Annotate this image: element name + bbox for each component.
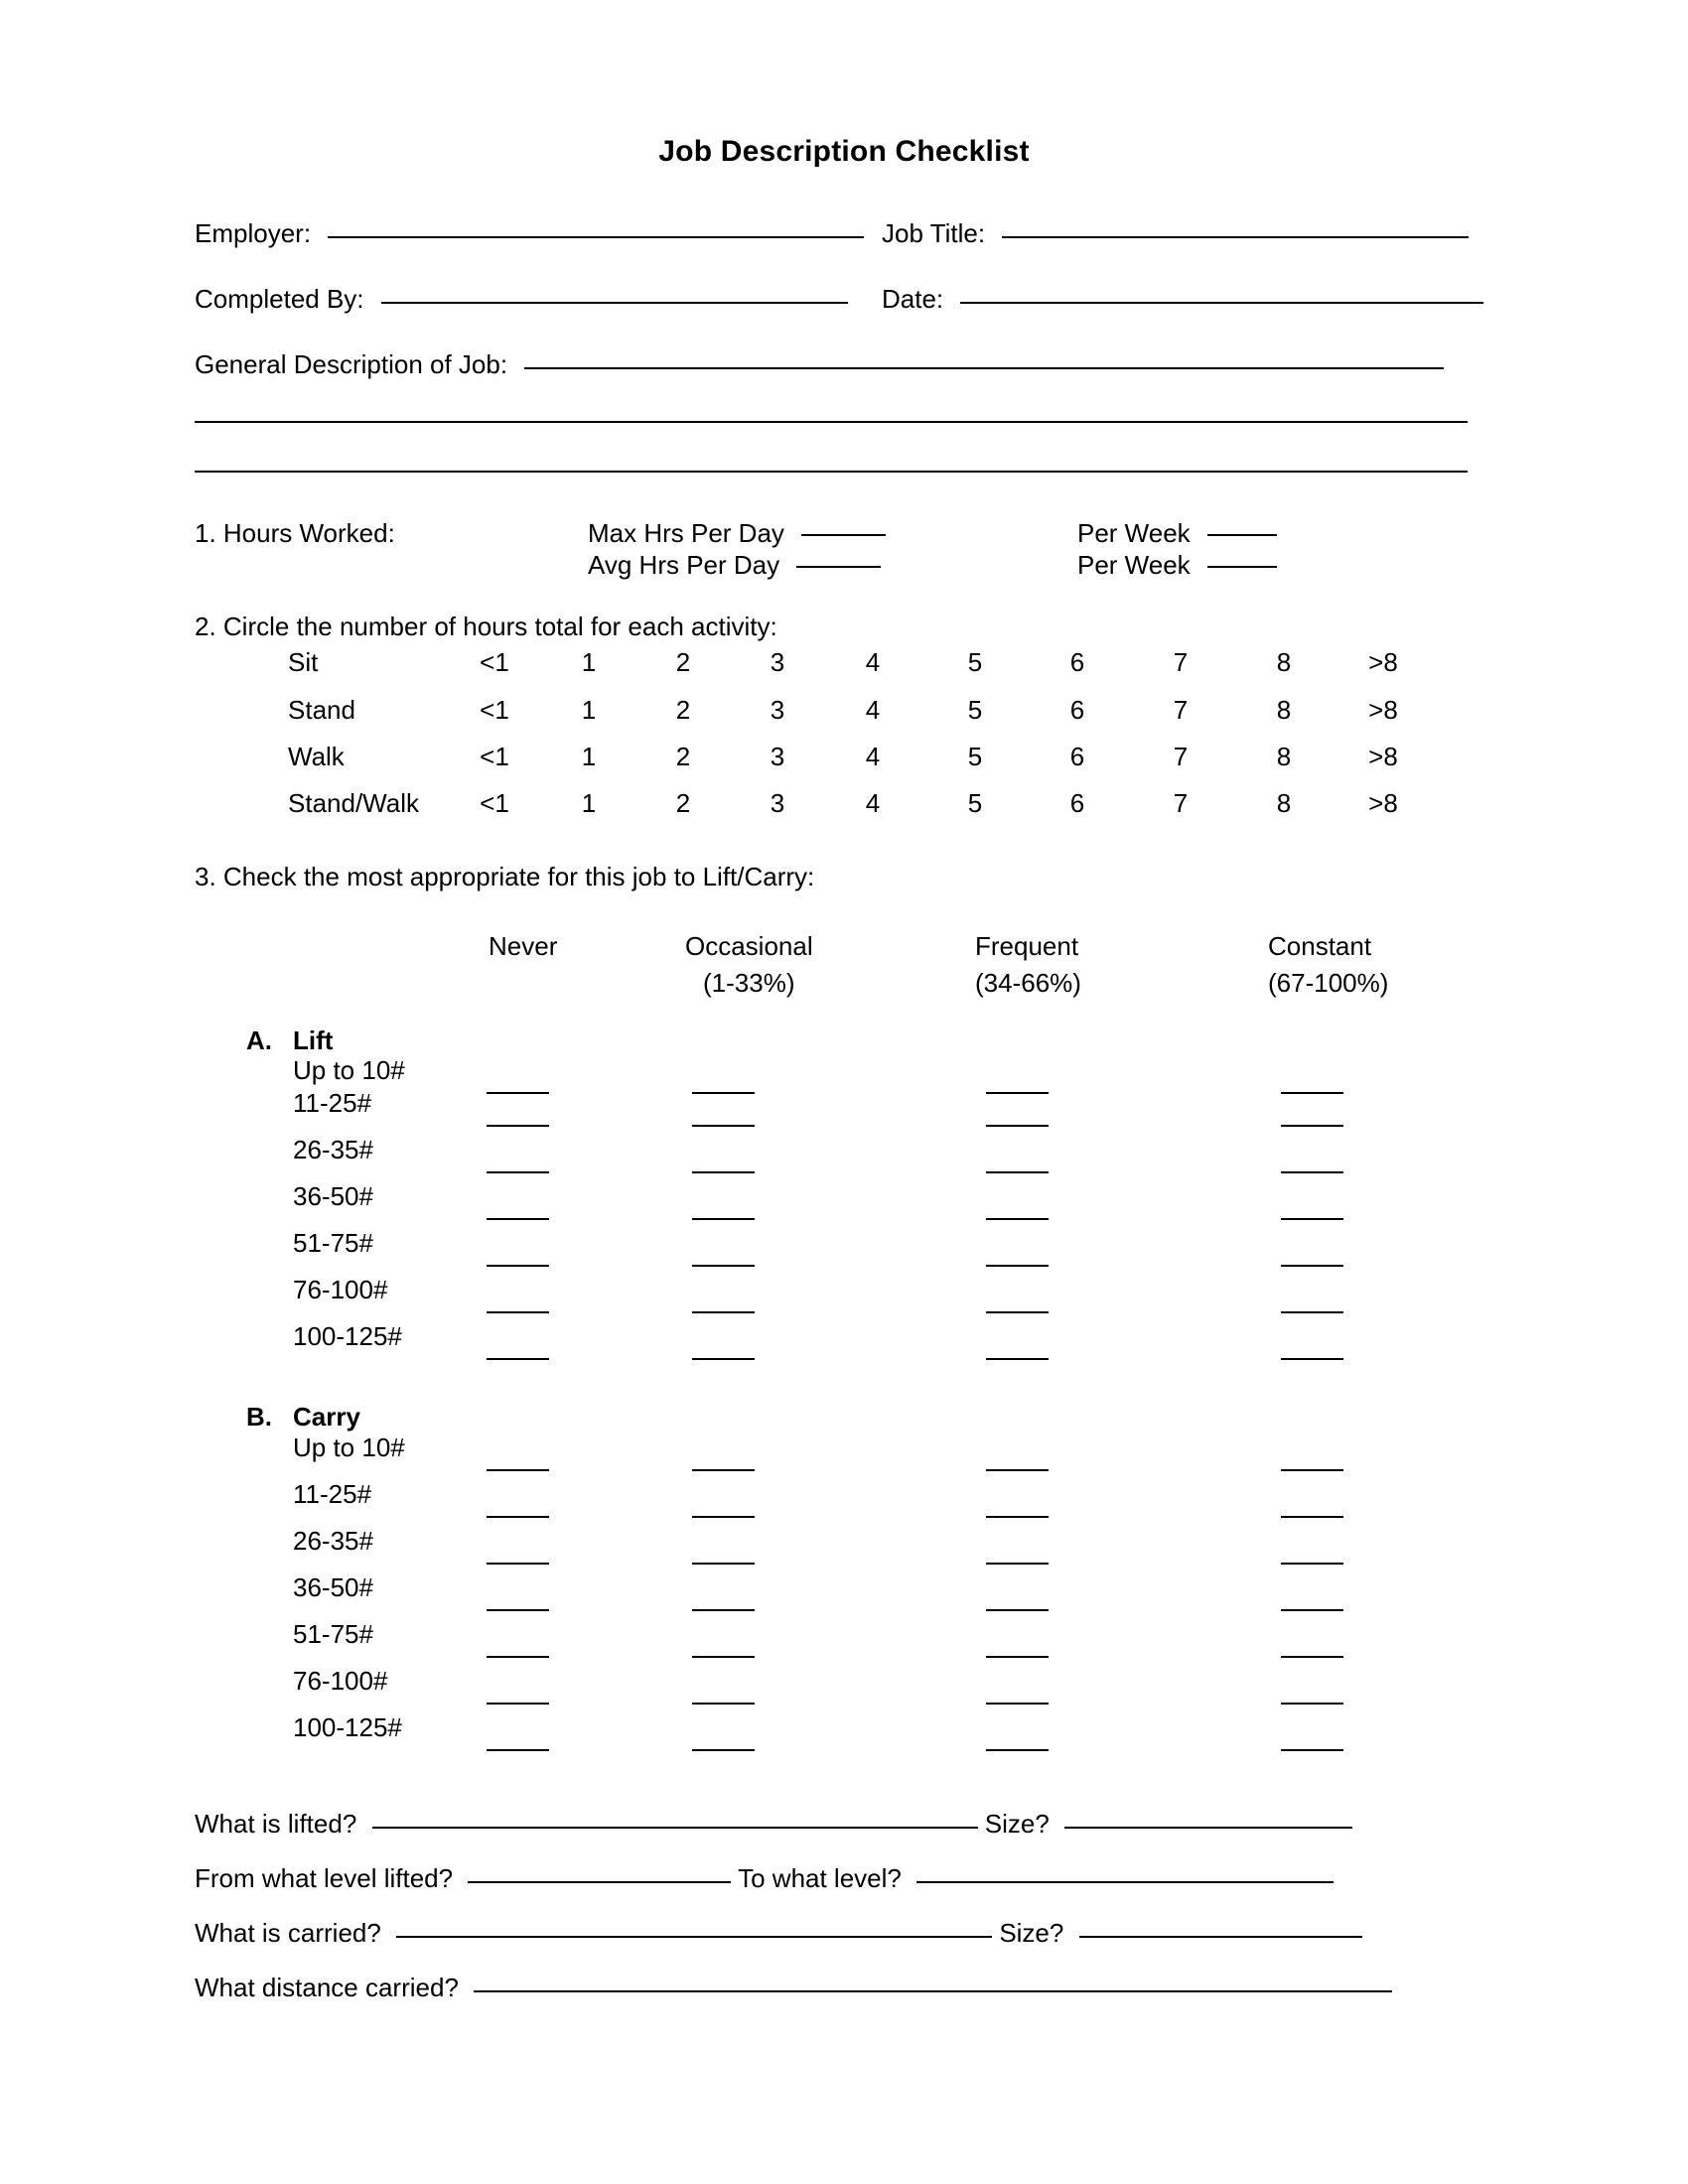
carry-26-35-frequent-blank[interactable] (986, 1563, 1049, 1565)
column-header-occasional-range: (1-33%) (703, 968, 795, 998)
carry-weight-label-100-125: 100-125# (293, 1712, 402, 1742)
activity-stand-option-5[interactable]: 5 (967, 695, 983, 725)
carry-26-35-never-blank[interactable] (487, 1563, 549, 1565)
activity-stand-walk-option-gt8[interactable]: >8 (1368, 788, 1398, 818)
carry-11-25-never-blank[interactable] (487, 1516, 549, 1518)
activity-stand-walk-option-lt1[interactable]: <1 (480, 788, 509, 818)
activity-stand-walk-option-6[interactable]: 6 (1069, 788, 1085, 818)
carry-up-to-10-frequent-blank[interactable] (986, 1469, 1049, 1471)
general-description-field-row (195, 351, 1444, 377)
activity-stand-option-gt8[interactable]: >8 (1368, 695, 1398, 725)
lift-26-35-constant-blank[interactable] (1281, 1171, 1343, 1173)
section2-heading: 2. Circle the number of hours total for each activity: (195, 612, 777, 641)
activity-stand-walk-option-4[interactable]: 4 (865, 788, 881, 818)
lift-76-100-constant-blank[interactable] (1281, 1311, 1343, 1313)
what-is-carried-size-blank[interactable] (1079, 1936, 1362, 1938)
lift-36-50-never-blank[interactable] (487, 1218, 549, 1220)
lift-51-75-occasional-blank[interactable] (692, 1265, 755, 1267)
activity-walk-option-5[interactable]: 5 (967, 742, 983, 771)
activity-walk-option-7[interactable]: 7 (1173, 742, 1189, 771)
activity-stand-walk-option-8[interactable]: 8 (1276, 788, 1292, 818)
what-is-carried-size-label: Size? (999, 1918, 1064, 1948)
activity-sit-option-7[interactable]: 7 (1173, 647, 1189, 677)
employer-label: Employer: (195, 218, 312, 248)
avg-hrs-per-week-blank[interactable] (1207, 566, 1277, 568)
max-hrs-per-week-label: Per Week (1077, 518, 1191, 548)
employer-field-row (195, 220, 864, 246)
to-what-level-blank[interactable] (916, 1881, 1334, 1883)
activity-label-stand: Stand (288, 695, 355, 725)
carry-weight-label-11-25: 11-25# (293, 1479, 372, 1509)
activity-stand-walk-option-3[interactable]: 3 (770, 788, 785, 818)
lift-100-125-never-blank[interactable] (487, 1358, 549, 1360)
completed-by-input-blank[interactable] (381, 302, 848, 304)
carry-11-25-constant-blank[interactable] (1281, 1516, 1343, 1518)
question-what-distance-carried-label: What distance carried? (195, 1973, 459, 2002)
lift-weight-label-11-25: 11-25# (293, 1088, 372, 1118)
lift-up-to-10-occasional-blank[interactable] (692, 1092, 755, 1094)
lift-weight-label-100-125: 100-125# (293, 1321, 402, 1351)
activity-stand-option-8[interactable]: 8 (1276, 695, 1292, 725)
carry-11-25-occasional-blank[interactable] (692, 1516, 755, 1518)
activity-sit-option-2[interactable]: 2 (675, 647, 691, 677)
activity-walk-option-4[interactable]: 4 (865, 742, 881, 771)
activity-label-stand-walk: Stand/Walk (288, 788, 419, 818)
activity-walk-option-3[interactable]: 3 (770, 742, 785, 771)
lift-76-100-never-blank[interactable] (487, 1311, 549, 1313)
carry-up-to-10-constant-blank[interactable] (1281, 1469, 1343, 1471)
carry-76-100-constant-blank[interactable] (1281, 1703, 1343, 1705)
carry-weight-label-36-50: 36-50# (293, 1572, 373, 1602)
group-b-letter: B. (246, 1402, 272, 1432)
lift-51-75-constant-blank[interactable] (1281, 1265, 1343, 1267)
avg-hrs-per-day-label: Avg Hrs Per Day (588, 550, 780, 580)
carry-100-125-frequent-blank[interactable] (986, 1749, 1049, 1751)
carry-51-75-occasional-blank[interactable] (692, 1656, 755, 1658)
activity-sit-option-1[interactable]: 1 (581, 647, 597, 677)
lift-11-25-frequent-blank[interactable] (986, 1125, 1049, 1127)
lift-36-50-occasional-blank[interactable] (692, 1218, 755, 1220)
date-field-row (882, 286, 1483, 312)
max-hrs-per-day-row (588, 520, 886, 546)
carry-up-to-10-occasional-blank[interactable] (692, 1469, 755, 1471)
activity-sit-option-8[interactable]: 8 (1276, 647, 1292, 677)
lift-76-100-frequent-blank[interactable] (986, 1311, 1049, 1313)
job-title-input-blank[interactable] (1002, 236, 1469, 238)
activity-walk-option-1[interactable]: 1 (581, 742, 597, 771)
carry-76-100-never-blank[interactable] (487, 1703, 549, 1705)
lift-weight-label-26-35: 26-35# (293, 1135, 373, 1164)
avg-hrs-per-week-row (1077, 552, 1277, 578)
max-hrs-per-week-blank[interactable] (1207, 534, 1277, 536)
carry-76-100-occasional-blank[interactable] (692, 1703, 755, 1705)
what-distance-carried-blank[interactable] (474, 1990, 1392, 1992)
question-what-is-carried-row (195, 1918, 1362, 1949)
job-title-label: Job Title: (882, 218, 986, 248)
column-header-constant-range: (67-100%) (1268, 968, 1389, 998)
max-hrs-per-day-blank[interactable] (801, 534, 886, 536)
activity-stand-option-3[interactable]: 3 (770, 695, 785, 725)
carry-weight-label-26-35: 26-35# (293, 1526, 373, 1556)
activity-walk-option-2[interactable]: 2 (675, 742, 691, 771)
completed-by-field-row (195, 286, 848, 312)
carry-76-100-frequent-blank[interactable] (986, 1703, 1049, 1705)
activity-stand-option-6[interactable]: 6 (1069, 695, 1085, 725)
lift-11-25-occasional-blank[interactable] (692, 1125, 755, 1127)
activity-stand-walk-option-1[interactable]: 1 (581, 788, 597, 818)
activity-walk-option-gt8[interactable]: >8 (1368, 742, 1398, 771)
carry-weight-label-51-75: 51-75# (293, 1619, 373, 1649)
activity-stand-option-lt1[interactable]: <1 (480, 695, 509, 725)
section1-heading: 1. Hours Worked: (195, 518, 395, 548)
activity-sit-option-4[interactable]: 4 (865, 647, 881, 677)
activity-walk-option-lt1[interactable]: <1 (480, 742, 509, 771)
max-hrs-per-day-label: Max Hrs Per Day (588, 518, 784, 548)
lift-36-50-constant-blank[interactable] (1281, 1218, 1343, 1220)
general-description-line-2[interactable] (195, 421, 1468, 423)
general-description-input-blank[interactable] (524, 367, 1444, 369)
question-what-is-carried-label: What is carried? (195, 1918, 381, 1948)
date-label: Date: (882, 284, 944, 314)
carry-weight-label-76-100: 76-100# (293, 1666, 388, 1696)
lift-76-100-occasional-blank[interactable] (692, 1311, 755, 1313)
activity-sit-option-3[interactable]: 3 (770, 647, 785, 677)
column-header-constant: Constant (1268, 931, 1372, 961)
lift-51-75-never-blank[interactable] (487, 1265, 549, 1267)
avg-hrs-per-day-row (588, 552, 881, 578)
activity-stand-walk-option-2[interactable]: 2 (675, 788, 691, 818)
carry-weight-label-up-to-10: Up to 10# (293, 1433, 405, 1462)
lift-11-25-never-blank[interactable] (487, 1125, 549, 1127)
group-a-name: Lift (293, 1025, 334, 1055)
lift-100-125-frequent-blank[interactable] (986, 1358, 1049, 1360)
activity-stand-option-4[interactable]: 4 (865, 695, 881, 725)
lift-up-to-10-never-blank[interactable] (487, 1092, 549, 1094)
lift-11-25-constant-blank[interactable] (1281, 1125, 1343, 1127)
question-from-what-level-lifted-row (195, 1863, 1334, 1894)
what-is-lifted-size-blank[interactable] (1064, 1827, 1352, 1829)
lift-weight-label-76-100: 76-100# (293, 1275, 388, 1304)
lift-up-to-10-constant-blank[interactable] (1281, 1092, 1343, 1094)
activity-stand-option-1[interactable]: 1 (581, 695, 597, 725)
job-title-field-row (882, 220, 1469, 246)
carry-51-75-constant-blank[interactable] (1281, 1656, 1343, 1658)
date-input-blank[interactable] (960, 302, 1483, 304)
employer-input-blank[interactable] (328, 236, 864, 238)
activity-sit-option-lt1[interactable]: <1 (480, 647, 509, 677)
question-what-is-lifted-row (195, 1809, 1352, 1840)
activity-sit-option-5[interactable]: 5 (967, 647, 983, 677)
general-description-line-3[interactable] (195, 471, 1468, 473)
to-what-level-label: To what level? (738, 1863, 902, 1893)
carry-36-50-constant-blank[interactable] (1281, 1609, 1343, 1611)
what-is-carried-blank[interactable] (396, 1936, 992, 1938)
carry-100-125-never-blank[interactable] (487, 1749, 549, 1751)
lift-26-35-frequent-blank[interactable] (986, 1171, 1049, 1173)
carry-26-35-constant-blank[interactable] (1281, 1563, 1343, 1565)
lift-100-125-occasional-blank[interactable] (692, 1358, 755, 1360)
activity-label-walk: Walk (288, 742, 345, 771)
lift-weight-label-51-75: 51-75# (293, 1228, 373, 1258)
activity-stand-option-7[interactable]: 7 (1173, 695, 1189, 725)
carry-100-125-constant-blank[interactable] (1281, 1749, 1343, 1751)
general-description-label: General Description of Job: (195, 349, 508, 379)
question-from-what-level-lifted-label: From what level lifted? (195, 1863, 454, 1893)
question-what-distance-carried-row (195, 1973, 1392, 2003)
lift-51-75-frequent-blank[interactable] (986, 1265, 1049, 1267)
completed-by-label: Completed By: (195, 284, 364, 314)
what-is-lifted-blank[interactable] (372, 1827, 978, 1829)
lift-36-50-frequent-blank[interactable] (986, 1218, 1049, 1220)
column-header-never: Never (489, 931, 558, 961)
page-title: Job Description Checklist (658, 135, 1030, 168)
group-b-name: Carry (293, 1402, 360, 1432)
carry-36-50-occasional-blank[interactable] (692, 1609, 755, 1611)
lift-weight-label-36-50: 36-50# (293, 1181, 373, 1211)
avg-hrs-per-day-blank[interactable] (796, 566, 881, 568)
avg-hrs-per-week-label: Per Week (1077, 550, 1191, 580)
group-a-letter: A. (246, 1025, 272, 1055)
question-what-is-lifted-label: What is lifted? (195, 1809, 357, 1839)
lift-weight-label-up-to-10: Up to 10# (293, 1055, 405, 1085)
max-hrs-per-week-row (1077, 520, 1277, 546)
carry-26-35-occasional-blank[interactable] (692, 1563, 755, 1565)
carry-51-75-never-blank[interactable] (487, 1656, 549, 1658)
activity-sit-option-6[interactable]: 6 (1069, 647, 1085, 677)
activity-walk-option-6[interactable]: 6 (1069, 742, 1085, 771)
activity-sit-option-gt8[interactable]: >8 (1368, 647, 1398, 677)
activity-stand-walk-option-7[interactable]: 7 (1173, 788, 1189, 818)
from-what-level-lifted-blank[interactable] (468, 1881, 731, 1883)
column-header-frequent: Frequent (975, 931, 1079, 961)
lift-up-to-10-frequent-blank[interactable] (986, 1092, 1049, 1094)
activity-walk-option-8[interactable]: 8 (1276, 742, 1292, 771)
carry-36-50-never-blank[interactable] (487, 1609, 549, 1611)
what-is-lifted-size-label: Size? (984, 1809, 1050, 1839)
activity-stand-walk-option-5[interactable]: 5 (967, 788, 983, 818)
lift-26-35-occasional-blank[interactable] (692, 1171, 755, 1173)
lift-100-125-constant-blank[interactable] (1281, 1358, 1343, 1360)
column-header-frequent-range: (34-66%) (975, 968, 1081, 998)
activity-label-sit: Sit (288, 647, 319, 677)
carry-11-25-frequent-blank[interactable] (986, 1516, 1049, 1518)
section3-heading: 3. Check the most appropriate for this job to Lift/Carry: (195, 862, 815, 891)
column-header-occasional: Occasional (685, 931, 813, 961)
carry-100-125-occasional-blank[interactable] (692, 1749, 755, 1751)
lift-26-35-never-blank[interactable] (487, 1171, 549, 1173)
activity-stand-option-2[interactable]: 2 (675, 695, 691, 725)
carry-36-50-frequent-blank[interactable] (986, 1609, 1049, 1611)
carry-up-to-10-never-blank[interactable] (487, 1469, 549, 1471)
carry-51-75-frequent-blank[interactable] (986, 1656, 1049, 1658)
